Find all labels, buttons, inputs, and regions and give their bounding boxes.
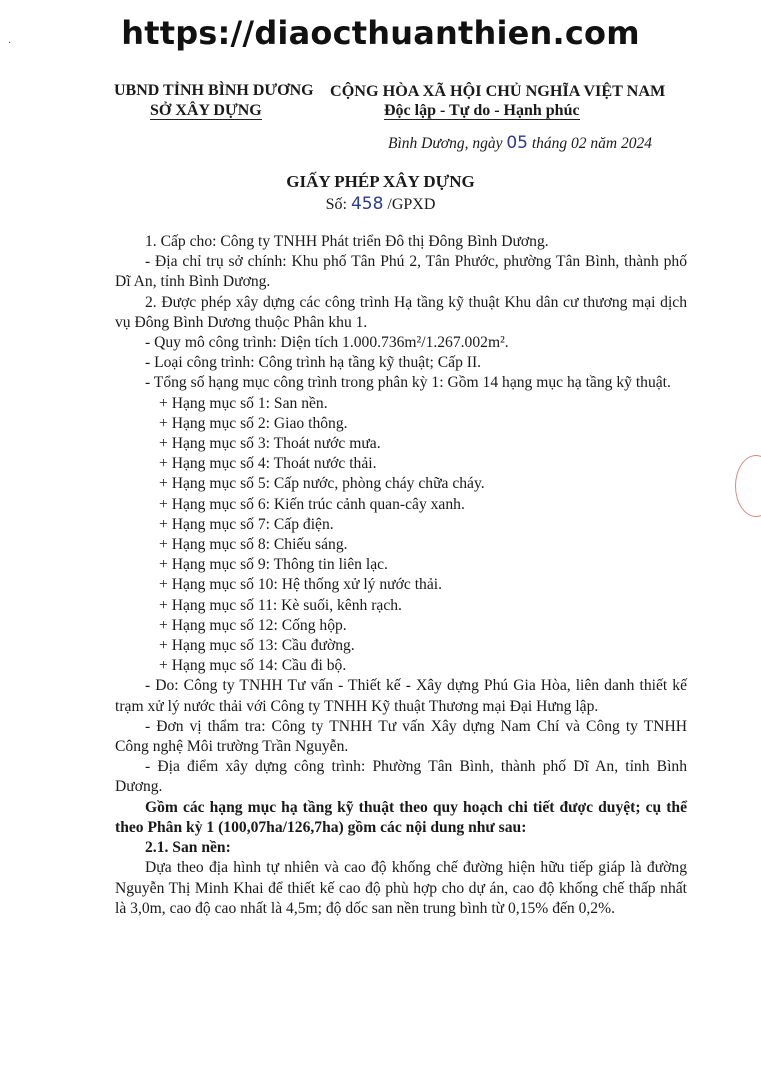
- national-motto: [384, 102, 580, 120]
- issue-date: [388, 133, 652, 153]
- date-suffix: tháng 02 năm 2024: [527, 135, 652, 152]
- list-item: + Hạng mục số 5: Cấp nước, phòng cháy chữa cháy.: [159, 475, 485, 493]
- list-item: + Hạng mục số 4: Thoát nước thải.: [159, 455, 377, 473]
- date-prefix: Bình Dương, ngày: [388, 135, 507, 152]
- list-item: + Hạng mục số 3: Thoát nước mưa.: [159, 435, 381, 453]
- list-item: + Hạng mục số 7: Cấp điện.: [159, 515, 334, 533]
- scope-summary: Gồm các hạng mục hạ tầng kỹ thuật theo quy hoạch chi tiết được duyệt; cụ thể theo Phân kỳ 1 (100,07ha/126,7ha) gồm các nội dung như sau:: [115, 798, 687, 836]
- location: - Địa điểm xây dựng công trình: Phường Tân Bình, thành phố Dĩ An, tỉnh Bình Dương.: [115, 758, 687, 796]
- document-title: GIẤY PHÉP XÂY DỰNG: [286, 172, 475, 191]
- list-item: + Hạng mục số 11: Kè suối, kênh rạch.: [159, 596, 402, 614]
- list-item: + Hạng mục số 10: Hệ thống xử lý nước thải.: [159, 576, 442, 594]
- issuer-line-2: [150, 102, 262, 120]
- list-item: + Hạng mục số 13: Cầu đường.: [159, 637, 355, 655]
- permit-scope: 2. Được phép xây dựng các công trình Hạ tầng kỹ thuật Khu dân cư thương mại dịch vụ Đông Bình Dương thuộc Phân khu 1.: [115, 293, 687, 331]
- date-day-handwritten: 05: [506, 133, 528, 153]
- document-number: [0, 194, 761, 214]
- list-item: + Hạng mục số 12: Cống hộp.: [159, 616, 347, 634]
- project-scale: - Quy mô công trình: Diện tích 1.000.736m²/1.267.002m².: [145, 334, 509, 352]
- issuer-line-1: UBND TỈNH BÌNH DƯƠNG: [114, 82, 314, 99]
- watermark-url: https://diaocthuanthien.com: [121, 14, 640, 52]
- list-item: + Hạng mục số 1: San nền.: [159, 394, 328, 412]
- verifier: - Đơn vị thẩm tra: Công ty TNHH Tư vấn Xây dựng Nam Chí và Công ty TNHH Công nghệ Môi trường Trần Nguyễn.: [115, 717, 687, 756]
- list-item: + Hạng mục số 2: Giao thông.: [159, 414, 348, 432]
- list-item: + Hạng mục số 9: Thông tin liên lạc.: [159, 556, 388, 574]
- designer: - Do: Công ty TNHH Tư vấn - Thiết kế - Xây dựng Phú Gia Hòa, liên danh thiết kế trạm xử lý nước thải với Công ty TNHH Kỹ thuật Thương mại Đại Hưng lập.: [115, 677, 687, 715]
- issuer-name: SỞ XÂY DỰNG: [150, 102, 262, 119]
- motto-text: Độc lập - Tự do - Hạnh phúc: [384, 102, 580, 119]
- item-count: - Tổng số hạng mục công trình trong phân kỳ 1: Gồm 14 hạng mục hạ tầng kỹ thuật.: [145, 374, 671, 392]
- document-body: [115, 232, 687, 919]
- list-item: + Hạng mục số 6: Kiến trúc cảnh quan-cây xanh.: [159, 495, 465, 513]
- section-heading: 2.1. San nền:: [145, 839, 231, 857]
- scan-mark: ·: [8, 38, 12, 49]
- number-handwritten: 458: [350, 194, 384, 214]
- number-suffix: /GPXD: [383, 196, 436, 213]
- section-text: Dựa theo địa hình tự nhiên và cao độ khống chế đường hiện hữu tiếp giáp là đường Nguyễn Thị Minh Khai để thiết kế cao độ phù hợp cho dự án, cao độ khống chế thấp nhất là 3,0m, cao độ cao nhất là 4,5m; độ dốc san nền trung bình từ 0,15% đến 0,2%.: [115, 859, 687, 917]
- grantee: 1. Cấp cho: Công ty TNHH Phát triển Đô thị Đông Bình Dương.: [145, 233, 549, 250]
- national-title: CỘNG HÒA XÃ HỘI CHỦ NGHĨA VIỆT NAM: [330, 82, 666, 100]
- seal-stamp: [735, 455, 761, 517]
- list-item: + Hạng mục số 14: Cầu đi bộ.: [159, 657, 347, 675]
- list-item: + Hạng mục số 8: Chiếu sáng.: [159, 536, 348, 554]
- number-prefix: Số:: [325, 196, 351, 213]
- project-type: - Loại công trình: Công trình hạ tầng kỹ thuật; Cấp II.: [145, 354, 482, 372]
- grantee-address: - Địa chỉ trụ sở chính: Khu phố Tân Phú 2, Tân Phước, phường Tân Bình, thành phố Dĩ An, tỉnh Bình Dương.: [115, 253, 687, 291]
